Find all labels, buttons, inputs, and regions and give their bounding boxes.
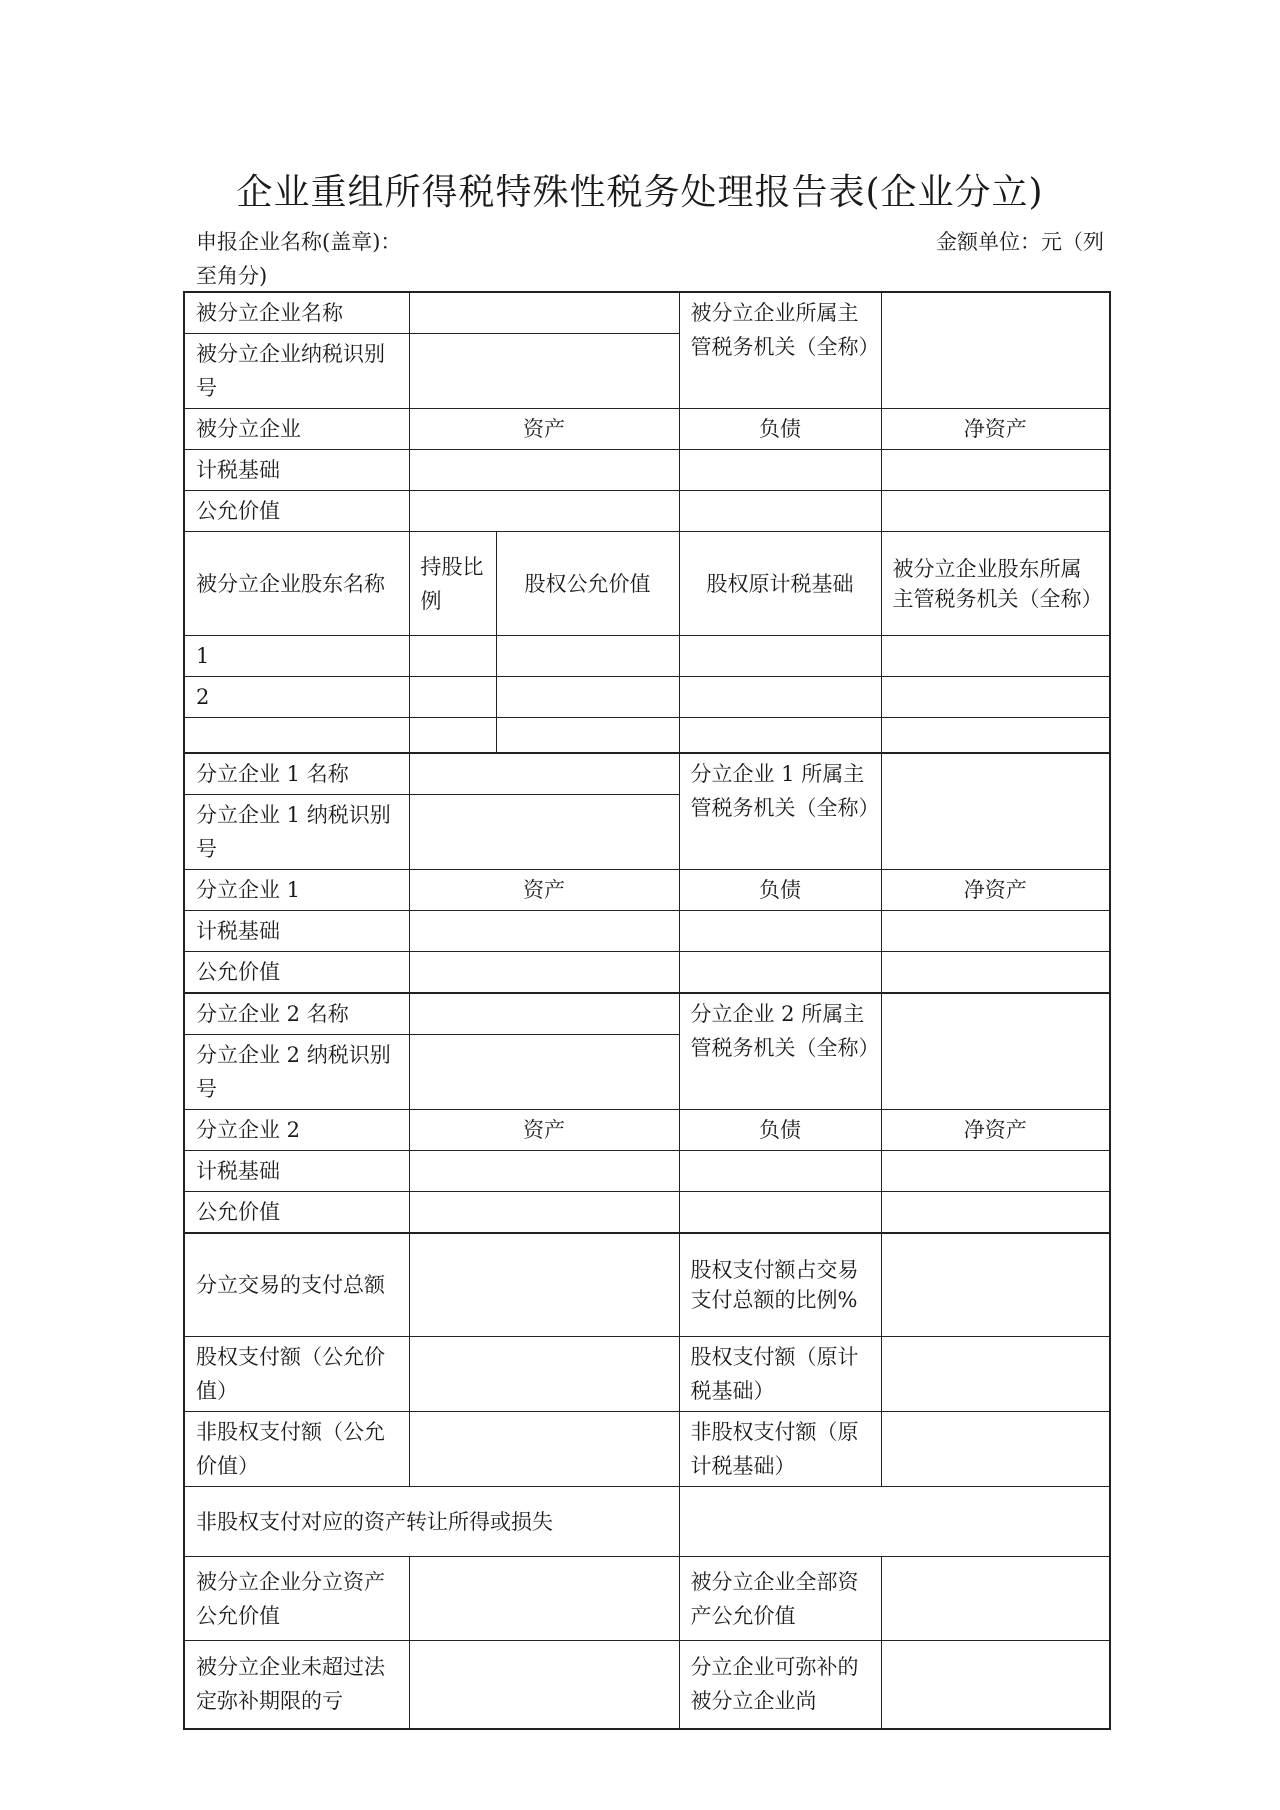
shareholder-authority-input[interactable] [881, 636, 1110, 677]
divided-tax-basis-row [184, 450, 1110, 491]
split1-tax-basis-assets-input[interactable] [409, 910, 679, 951]
split2-authority-label: 分立企业 2 所属主管税务机关（全称） [679, 993, 881, 1110]
equity-payment-row [184, 1337, 1110, 1412]
loss-row [184, 1641, 1110, 1729]
offsettable-loss-input[interactable] [881, 1641, 1110, 1729]
split2-fair-value-liabilities-input[interactable] [679, 1191, 881, 1233]
split-assets-fv-label: 被分立企业分立资产公允价值 [184, 1557, 409, 1641]
divided-tax-basis-liabilities-input[interactable] [679, 450, 881, 491]
shareholder-row [184, 677, 1110, 718]
divided-authority-input[interactable] [881, 292, 1110, 409]
shareholder-ratio-input[interactable] [409, 718, 496, 753]
split-assets-fv-input[interactable] [409, 1557, 679, 1641]
split2-col-assets: 资产 [409, 1109, 679, 1150]
split1-authority-label: 分立企业 1 所属主管税务机关（全称） [679, 753, 881, 870]
split1-row-header: 分立企业 1 [184, 869, 409, 910]
shareholder-col-ratio: 持股比例 [409, 532, 496, 636]
split1-taxid-label: 分立企业 1 纳税识别号 [184, 794, 409, 869]
equity-ratio-input[interactable] [881, 1233, 1110, 1337]
shareholder-header-row [184, 532, 1110, 636]
split1-header-row [184, 869, 1110, 910]
divided-fair-value-label: 公允价值 [184, 491, 409, 532]
divided-tax-basis-label: 计税基础 [184, 450, 409, 491]
split1-name-input[interactable] [409, 753, 679, 795]
shareholder-ratio-input[interactable] [409, 677, 496, 718]
nonequity-fv-input[interactable] [409, 1412, 679, 1487]
unexpired-loss-input[interactable] [409, 1641, 679, 1729]
shareholder-row [184, 718, 1110, 753]
split1-fair-value-net-input[interactable] [881, 951, 1110, 993]
divided-taxid-input[interactable] [409, 334, 679, 409]
shareholder-col-name: 被分立企业股东名称 [184, 532, 409, 636]
split1-taxid-input[interactable] [409, 794, 679, 869]
shareholder-equity-fv-input[interactable] [496, 636, 679, 677]
divided-fair-value-net-input[interactable] [881, 491, 1110, 532]
divided-fair-value-row [184, 491, 1110, 532]
divided-col-net-assets: 净资产 [881, 409, 1110, 450]
shareholder-equity-fv-input[interactable] [496, 677, 679, 718]
payment-total-input[interactable] [409, 1233, 679, 1337]
equity-fv-label: 股权支付额（公允价值） [184, 1337, 409, 1412]
split2-name-label: 分立企业 2 名称 [184, 993, 409, 1035]
split1-tax-basis-label: 计税基础 [184, 910, 409, 951]
split2-taxid-input[interactable] [409, 1034, 679, 1109]
split2-taxid-label: 分立企业 2 纳税识别号 [184, 1034, 409, 1109]
divided-authority-label: 被分立企业所属主管税务机关（全称） [679, 292, 881, 409]
split1-col-net-assets: 净资产 [881, 869, 1110, 910]
split1-col-assets: 资产 [409, 869, 679, 910]
split2-fair-value-assets-input[interactable] [409, 1191, 679, 1233]
split2-name-row [184, 993, 1110, 1035]
divided-taxid-label: 被分立企业纳税识别号 [184, 334, 409, 409]
split2-fair-value-row [184, 1191, 1110, 1233]
shareholder-col-equity-fv: 股权公允价值 [496, 532, 679, 636]
shareholder-col-equity-basis: 股权原计税基础 [679, 532, 881, 636]
nonequity-basis-label: 非股权支付额（原计税基础） [679, 1412, 881, 1487]
shareholder-ratio-input[interactable] [409, 636, 496, 677]
amount-unit-label-continued: 至角分) [196, 264, 268, 288]
nonequity-fv-label: 非股权支付额（公允价值） [184, 1412, 409, 1487]
nonequity-payment-row [184, 1412, 1110, 1487]
split1-fair-value-liabilities-input[interactable] [679, 951, 881, 993]
split2-tax-basis-assets-input[interactable] [409, 1150, 679, 1191]
divided-tax-basis-assets-input[interactable] [409, 450, 679, 491]
unexpired-loss-label: 被分立企业未超过法定弥补期限的亏 [184, 1641, 409, 1729]
equity-ratio-label: 股权支付额占交易支付总额的比例% [679, 1233, 881, 1337]
divided-fair-value-assets-input[interactable] [409, 491, 679, 532]
split1-name-row [184, 753, 1110, 795]
split2-fair-value-label: 公允价值 [184, 1191, 409, 1233]
split1-tax-basis-row [184, 910, 1110, 951]
divided-header-row [184, 409, 1110, 450]
split2-fair-value-net-input[interactable] [881, 1191, 1110, 1233]
split2-tax-basis-liabilities-input[interactable] [679, 1150, 881, 1191]
shareholder-authority-input[interactable] [881, 718, 1110, 753]
payment-total-row [184, 1233, 1110, 1337]
all-assets-fv-input[interactable] [881, 1557, 1110, 1641]
report-form-table [183, 291, 1111, 1730]
nonequity-gain-label: 非股权支付对应的资产转让所得或损失 [184, 1487, 679, 1557]
divided-name-input[interactable] [409, 292, 679, 334]
equity-fv-input[interactable] [409, 1337, 679, 1412]
split2-tax-basis-net-input[interactable] [881, 1150, 1110, 1191]
shareholder-row-number: 1 [184, 636, 409, 677]
shareholder-authority-input[interactable] [881, 677, 1110, 718]
nonequity-gain-input[interactable] [679, 1487, 1110, 1557]
split1-fair-value-row [184, 951, 1110, 993]
payment-total-label: 分立交易的支付总额 [184, 1233, 409, 1337]
split1-tax-basis-liabilities-input[interactable] [679, 910, 881, 951]
split2-col-net-assets: 净资产 [881, 1109, 1110, 1150]
amount-unit-label: 金额单位：元（列 [936, 230, 1104, 254]
split1-col-liabilities: 负债 [679, 869, 881, 910]
divided-tax-basis-net-input[interactable] [881, 450, 1110, 491]
assets-fv-row [184, 1557, 1110, 1641]
shareholder-equity-basis-input[interactable] [679, 718, 881, 753]
split1-name-label: 分立企业 1 名称 [184, 753, 409, 795]
shareholder-equity-fv-input[interactable] [496, 718, 679, 753]
shareholder-equity-basis-input[interactable] [679, 677, 881, 718]
shareholder-col-authority: 被分立企业股东所属主管税务机关（全称） [881, 532, 1110, 636]
split2-header-row [184, 1109, 1110, 1150]
equity-basis-label: 股权支付额（原计税基础） [679, 1337, 881, 1412]
divided-col-liabilities: 负债 [679, 409, 881, 450]
divided-name-label: 被分立企业名称 [184, 292, 409, 334]
offsettable-loss-label: 分立企业可弥补的被分立企业尚 [679, 1641, 881, 1729]
equity-basis-input[interactable] [881, 1337, 1110, 1412]
nonequity-gain-row [184, 1487, 1110, 1557]
divided-fair-value-liabilities-input[interactable] [679, 491, 881, 532]
shareholder-row [184, 636, 1110, 677]
split2-name-input[interactable] [409, 993, 679, 1035]
shareholder-equity-basis-input[interactable] [679, 636, 881, 677]
split1-authority-input[interactable] [881, 753, 1110, 870]
split2-row-header: 分立企业 2 [184, 1109, 409, 1150]
all-assets-fv-label: 被分立企业全部资产公允价值 [679, 1557, 881, 1641]
divided-row-header: 被分立企业 [184, 409, 409, 450]
split1-fair-value-assets-input[interactable] [409, 951, 679, 993]
split2-authority-input[interactable] [881, 993, 1110, 1110]
nonequity-basis-input[interactable] [881, 1412, 1110, 1487]
split2-tax-basis-row [184, 1150, 1110, 1191]
divided-col-assets: 资产 [409, 409, 679, 450]
form-title: 企业重组所得税特殊性税务处理报告表(企业分立) [236, 172, 1044, 213]
split1-tax-basis-net-input[interactable] [881, 910, 1110, 951]
shareholder-row-number: 2 [184, 677, 409, 718]
split1-fair-value-label: 公允价值 [184, 951, 409, 993]
divided-name-row [184, 292, 1110, 334]
split2-col-liabilities: 负债 [679, 1109, 881, 1150]
applicant-label: 申报企业名称(盖章)： [196, 230, 402, 254]
shareholder-name-input[interactable] [184, 718, 409, 753]
split2-tax-basis-label: 计税基础 [184, 1150, 409, 1191]
